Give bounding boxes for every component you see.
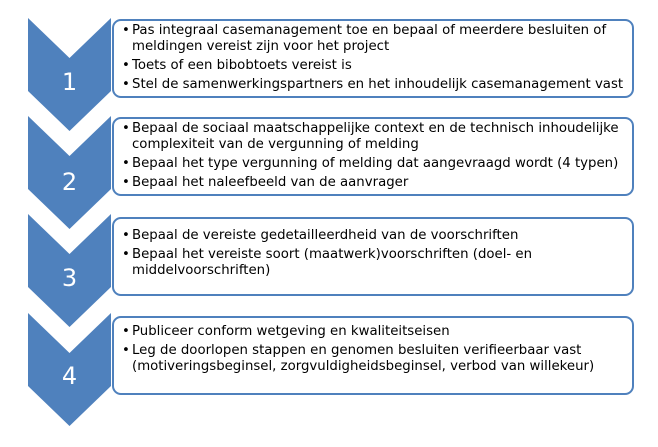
step-4-bullet-2: • Leg de doorlopen stappen en genomen besluiten verifieerbaar vast (motiveringsbeginsel, zorgvuldigheidsbeginsel, verbod van willekeur) <box>122 343 626 375</box>
step-4-chevron <box>28 313 111 426</box>
step-2-number: 2 <box>61 168 78 196</box>
step-3-bullet-2: • Bepaal het vereiste soort (maatwerk)voorschriften (doel- en middelvoorschriften) <box>122 247 626 279</box>
step-4-number: 4 <box>61 362 78 390</box>
step-1-chevron <box>28 18 111 131</box>
step-3-chevron <box>28 214 111 327</box>
step-1-box <box>112 19 634 98</box>
step-4-box <box>112 316 634 395</box>
step-3-bullet-list <box>122 228 626 279</box>
step-2-bullet-2: • Bepaal het type vergunning of melding dat aangevraagd wordt (4 typen) <box>122 156 626 172</box>
step-2-bullet-3: • Bepaal het naleefbeeld van de aanvrager <box>122 175 626 191</box>
step-1-number: 1 <box>61 68 78 96</box>
step-1-bullet-3: • Stel de samenwerkingspartners en het inhoudelijk casemanagement vast <box>122 77 626 93</box>
step-2-bullet-list <box>122 121 626 191</box>
step-2-box <box>112 117 634 196</box>
step-3-box <box>112 217 634 296</box>
step-1-bullet-2: • Toets of een bibobtoets vereist is <box>122 58 626 74</box>
step-4-bullet-1: • Publiceer conform wetgeving en kwaliteitseisen <box>122 324 626 340</box>
step-2-chevron <box>28 116 111 229</box>
step-1-bullet-list <box>122 23 626 93</box>
step-3-bullet-1: • Bepaal de vereiste gedetailleerdheid van de voorschriften <box>122 228 626 244</box>
step-4-bullet-list <box>122 324 626 375</box>
step-1-bullet-1: • Pas integraal casemanagement toe en bepaal of meerdere besluiten of meldingen vereist zijn voor het project <box>122 23 626 55</box>
step-3-number: 3 <box>61 264 78 292</box>
step-2-bullet-1: • Bepaal de sociaal maatschappelijke context en de technisch inhoudelijke complexiteit van de vergunning of melding <box>122 121 626 153</box>
